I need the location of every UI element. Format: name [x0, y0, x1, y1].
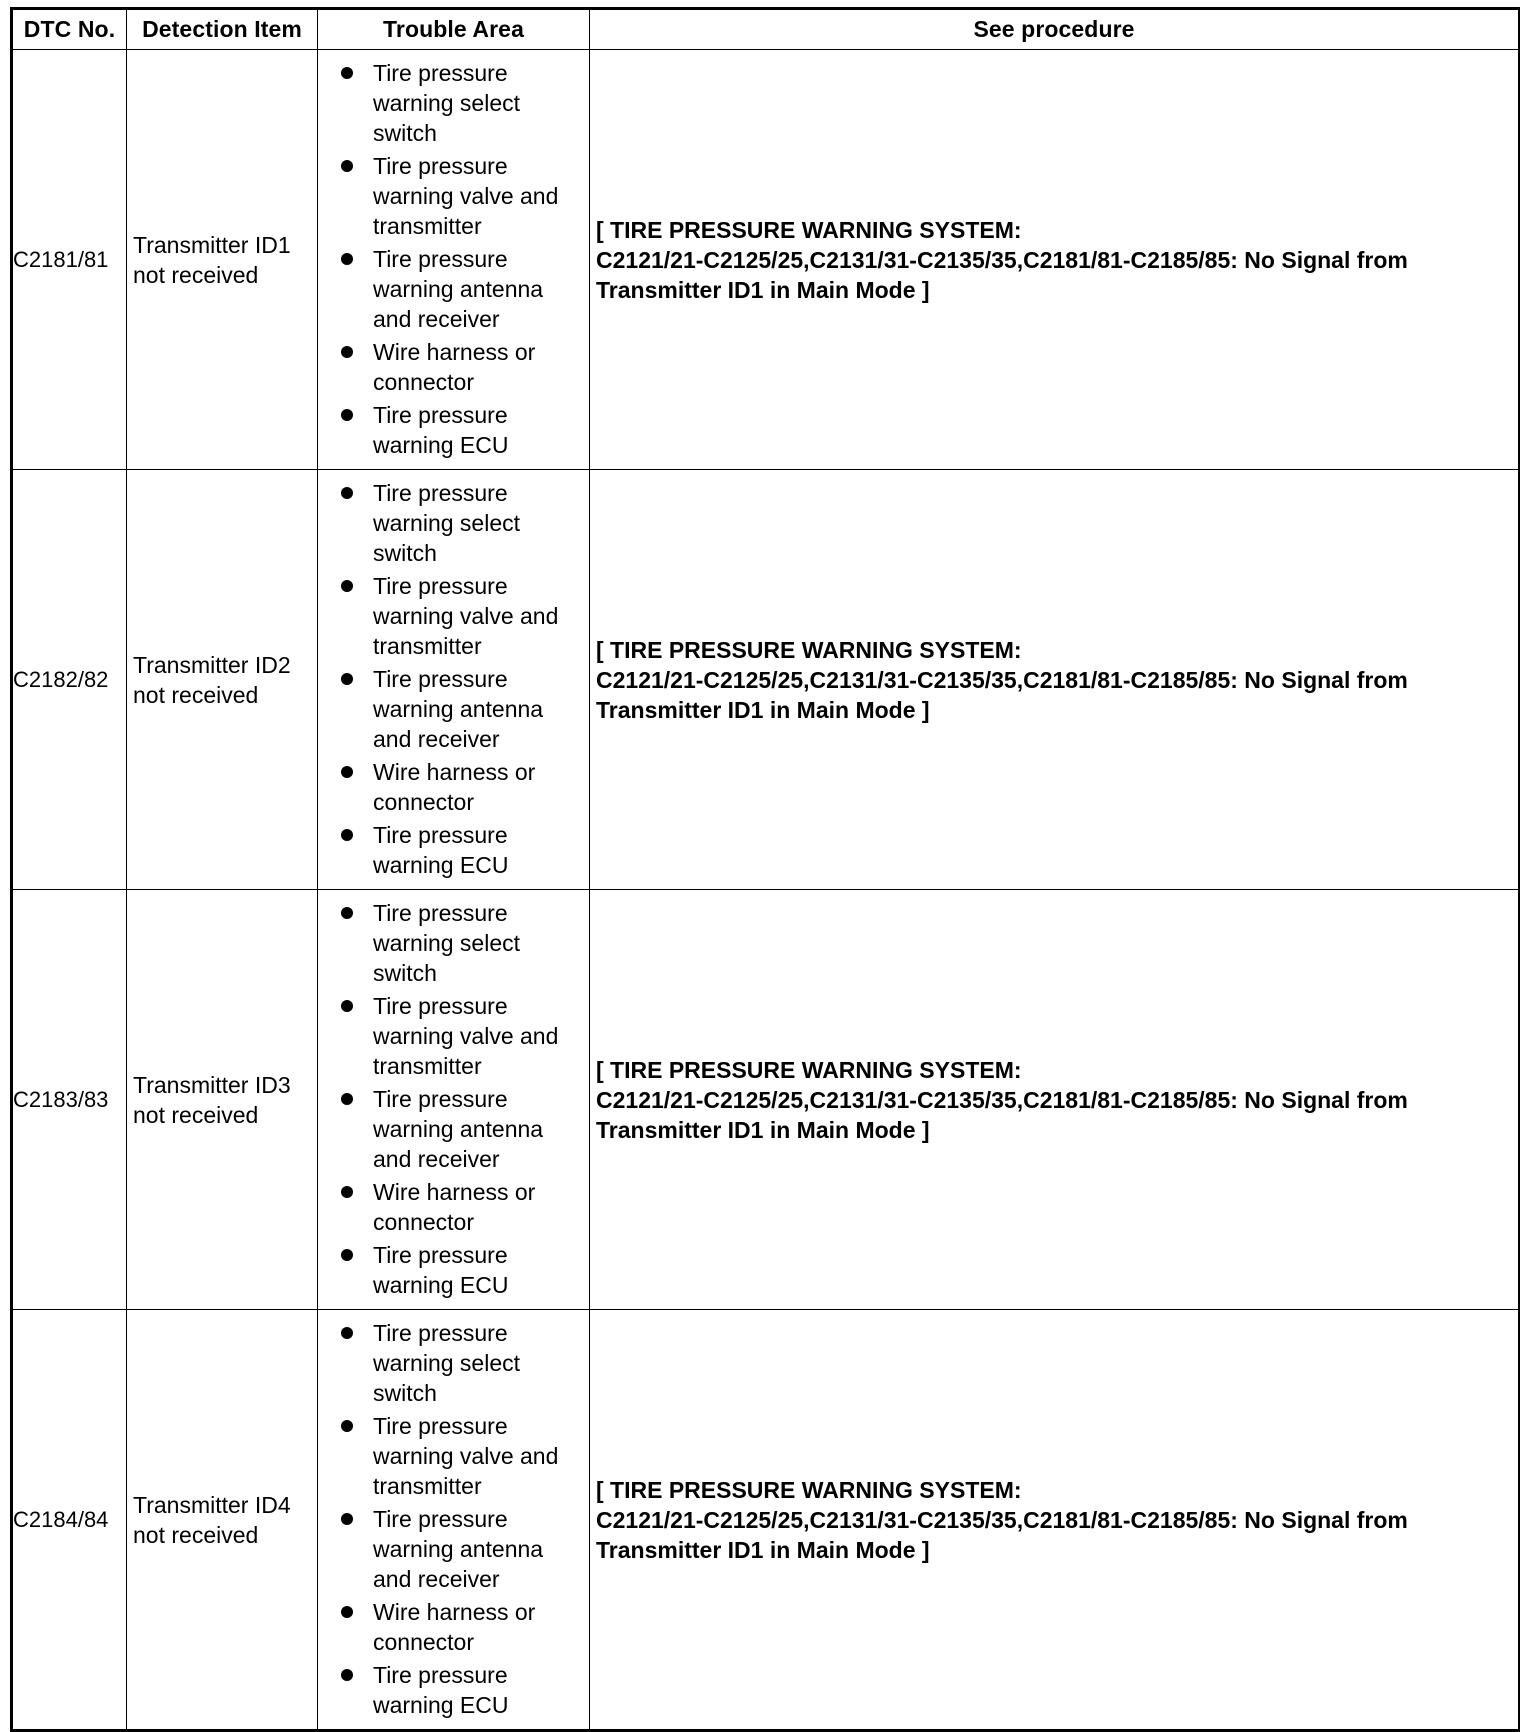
bullet-icon — [341, 1513, 353, 1525]
bullet-icon — [341, 1249, 353, 1261]
dtc-code: C2182/82 — [12, 470, 127, 890]
bullet-icon — [341, 766, 353, 778]
trouble-area — [318, 470, 590, 890]
detection-item — [127, 50, 318, 470]
trouble-text: Tire pressure warning ECU — [373, 822, 509, 878]
bullet-icon — [341, 1093, 353, 1105]
header-trouble-area: Trouble Area — [318, 9, 590, 50]
procedure-line: [ TIRE PRESSURE WARNING SYSTEM: — [596, 1056, 1022, 1083]
trouble-text: Tire pressure warning select switch — [373, 480, 521, 566]
bullet-icon — [341, 907, 353, 919]
bullet-icon — [341, 409, 353, 421]
trouble-text: Wire harness or connector — [373, 1179, 536, 1235]
trouble-area — [318, 890, 590, 1310]
bullet-icon — [341, 67, 353, 79]
procedure-link[interactable] — [590, 470, 1520, 890]
bullet-icon — [341, 1186, 353, 1198]
list-item — [318, 1660, 583, 1720]
trouble-text: Tire pressure warning select switch — [373, 1320, 521, 1406]
dtc-code: C2183/83 — [12, 890, 127, 1310]
detection-line: not received — [133, 1521, 259, 1548]
detection-item — [127, 470, 318, 890]
procedure-line: C2121/21-C2125/25,C2131/31-C2135/35,C2181/81-C2185/85: No Signal from — [596, 1086, 1408, 1113]
detection-line: not received — [133, 681, 259, 708]
list-item — [318, 151, 583, 241]
table-row — [12, 1310, 1520, 1731]
trouble-text: Tire pressure warning ECU — [373, 1662, 509, 1718]
procedure-line: C2121/21-C2125/25,C2131/31-C2135/35,C2181/81-C2185/85: No Signal from — [596, 246, 1408, 273]
detection-line: Transmitter ID3 — [133, 1071, 291, 1098]
header-detection-item: Detection Item — [127, 9, 318, 50]
bullet-icon — [341, 829, 353, 841]
trouble-list — [318, 890, 589, 1309]
trouble-text: Tire pressure warning valve and transmitter — [373, 573, 559, 659]
procedure-line: [ TIRE PRESSURE WARNING SYSTEM: — [596, 1476, 1022, 1503]
bullet-icon — [341, 1669, 353, 1681]
list-item — [318, 1504, 583, 1594]
procedure-link[interactable] — [590, 1310, 1520, 1731]
list-item — [318, 820, 583, 880]
procedure-line: Transmitter ID1 in Main Mode ] — [596, 696, 930, 723]
detection-item — [127, 890, 318, 1310]
table-row — [12, 890, 1520, 1310]
trouble-text: Tire pressure warning select switch — [373, 900, 521, 986]
trouble-text: Tire pressure warning ECU — [373, 1242, 509, 1298]
detection-item — [127, 1310, 318, 1731]
procedure-line: Transmitter ID1 in Main Mode ] — [596, 1536, 930, 1563]
detection-line: Transmitter ID4 — [133, 1491, 291, 1518]
dtc-table — [10, 7, 1520, 1732]
trouble-text: Tire pressure warning antenna and receiver — [373, 666, 544, 752]
list-item — [318, 664, 583, 754]
trouble-text: Tire pressure warning antenna and receiver — [373, 1086, 544, 1172]
bullet-icon — [341, 1327, 353, 1339]
procedure-link[interactable] — [590, 50, 1520, 470]
procedure-link[interactable] — [590, 890, 1520, 1310]
list-item — [318, 1177, 583, 1237]
bullet-icon — [341, 580, 353, 592]
trouble-list — [318, 50, 589, 469]
bullet-icon — [341, 673, 353, 685]
list-item — [318, 1318, 583, 1408]
list-item — [318, 337, 583, 397]
bullet-icon — [341, 346, 353, 358]
procedure-line: Transmitter ID1 in Main Mode ] — [596, 1116, 930, 1143]
list-item — [318, 1084, 583, 1174]
procedure-line: C2121/21-C2125/25,C2131/31-C2135/35,C2181/81-C2185/85: No Signal from — [596, 666, 1408, 693]
trouble-area — [318, 1310, 590, 1731]
dtc-code: C2184/84 — [12, 1310, 127, 1731]
trouble-text: Tire pressure warning valve and transmitter — [373, 153, 559, 239]
list-item — [318, 991, 583, 1081]
detection-line: Transmitter ID1 — [133, 231, 291, 258]
list-item — [318, 244, 583, 334]
table-row — [12, 50, 1520, 470]
list-item — [318, 478, 583, 568]
trouble-text: Tire pressure warning select switch — [373, 60, 521, 146]
header-dtc-no: DTC No. — [12, 9, 127, 50]
trouble-text: Tire pressure warning valve and transmitter — [373, 1413, 559, 1499]
trouble-text: Tire pressure warning ECU — [373, 402, 509, 458]
procedure-line: [ TIRE PRESSURE WARNING SYSTEM: — [596, 636, 1022, 663]
trouble-area — [318, 50, 590, 470]
trouble-list — [318, 470, 589, 889]
trouble-text: Tire pressure warning valve and transmitter — [373, 993, 559, 1079]
list-item — [318, 898, 583, 988]
procedure-line: C2121/21-C2125/25,C2131/31-C2135/35,C2181/81-C2185/85: No Signal from — [596, 1506, 1408, 1533]
trouble-text: Wire harness or connector — [373, 759, 536, 815]
trouble-text: Wire harness or connector — [373, 339, 536, 395]
list-item — [318, 1597, 583, 1657]
procedure-line: Transmitter ID1 in Main Mode ] — [596, 276, 930, 303]
list-item — [318, 58, 583, 148]
bullet-icon — [341, 487, 353, 499]
header-see-procedure: See procedure — [590, 9, 1520, 50]
trouble-list — [318, 1310, 589, 1729]
list-item — [318, 1411, 583, 1501]
trouble-text: Tire pressure warning antenna and receiver — [373, 246, 544, 332]
bullet-icon — [341, 1606, 353, 1618]
list-item — [318, 400, 583, 460]
list-item — [318, 571, 583, 661]
list-item — [318, 1240, 583, 1300]
detection-line: not received — [133, 261, 259, 288]
dtc-code: C2181/81 — [12, 50, 127, 470]
trouble-text: Tire pressure warning antenna and receiver — [373, 1506, 544, 1592]
procedure-line: [ TIRE PRESSURE WARNING SYSTEM: — [596, 216, 1022, 243]
detection-line: not received — [133, 1101, 259, 1128]
trouble-text: Wire harness or connector — [373, 1599, 536, 1655]
detection-line: Transmitter ID2 — [133, 651, 291, 678]
bullet-icon — [341, 1000, 353, 1012]
bullet-icon — [341, 1420, 353, 1432]
list-item — [318, 757, 583, 817]
bullet-icon — [341, 160, 353, 172]
dtc-table-page — [10, 7, 1518, 1732]
bullet-icon — [341, 253, 353, 265]
table-row — [12, 470, 1520, 890]
table-header-row — [12, 9, 1520, 50]
